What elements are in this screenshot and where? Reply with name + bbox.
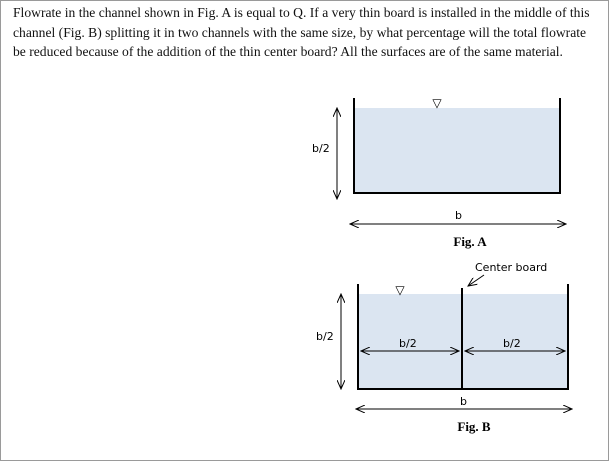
fig-b-left-width-label: b/2 [399,337,417,350]
fig-b-center-board-pointer [468,275,484,286]
fig-a-depth-label: b/2 [312,142,330,155]
fig-b-caption: Fig. B [457,419,491,434]
fig-b-total-width-label: b [460,395,467,408]
fig-b-depth-label: b/2 [316,330,334,343]
problem-statement: Flowrate in the channel shown in Fig. A is equal to Q. If a very thin board is installed in the middle of this channel (Fig. B) splitting it in two channels with the same size, by what percentage will the total flowrate be reduced because of the addition of the thin center board? All the surfaces are of the same material. [13,5,590,59]
fig-a-water [354,108,560,193]
fig-b-right-width-label: b/2 [503,337,521,350]
fig-a-caption: Fig. A [453,234,487,249]
fig-a-width-label: b [455,209,462,222]
fig-a-water-surface-icon: ▽ [432,96,442,110]
fig-b [316,261,572,434]
fig-a [312,96,566,249]
fig-b-center-board-label: Center board [475,261,548,274]
fig-b-water-surface-icon: ▽ [395,283,405,297]
